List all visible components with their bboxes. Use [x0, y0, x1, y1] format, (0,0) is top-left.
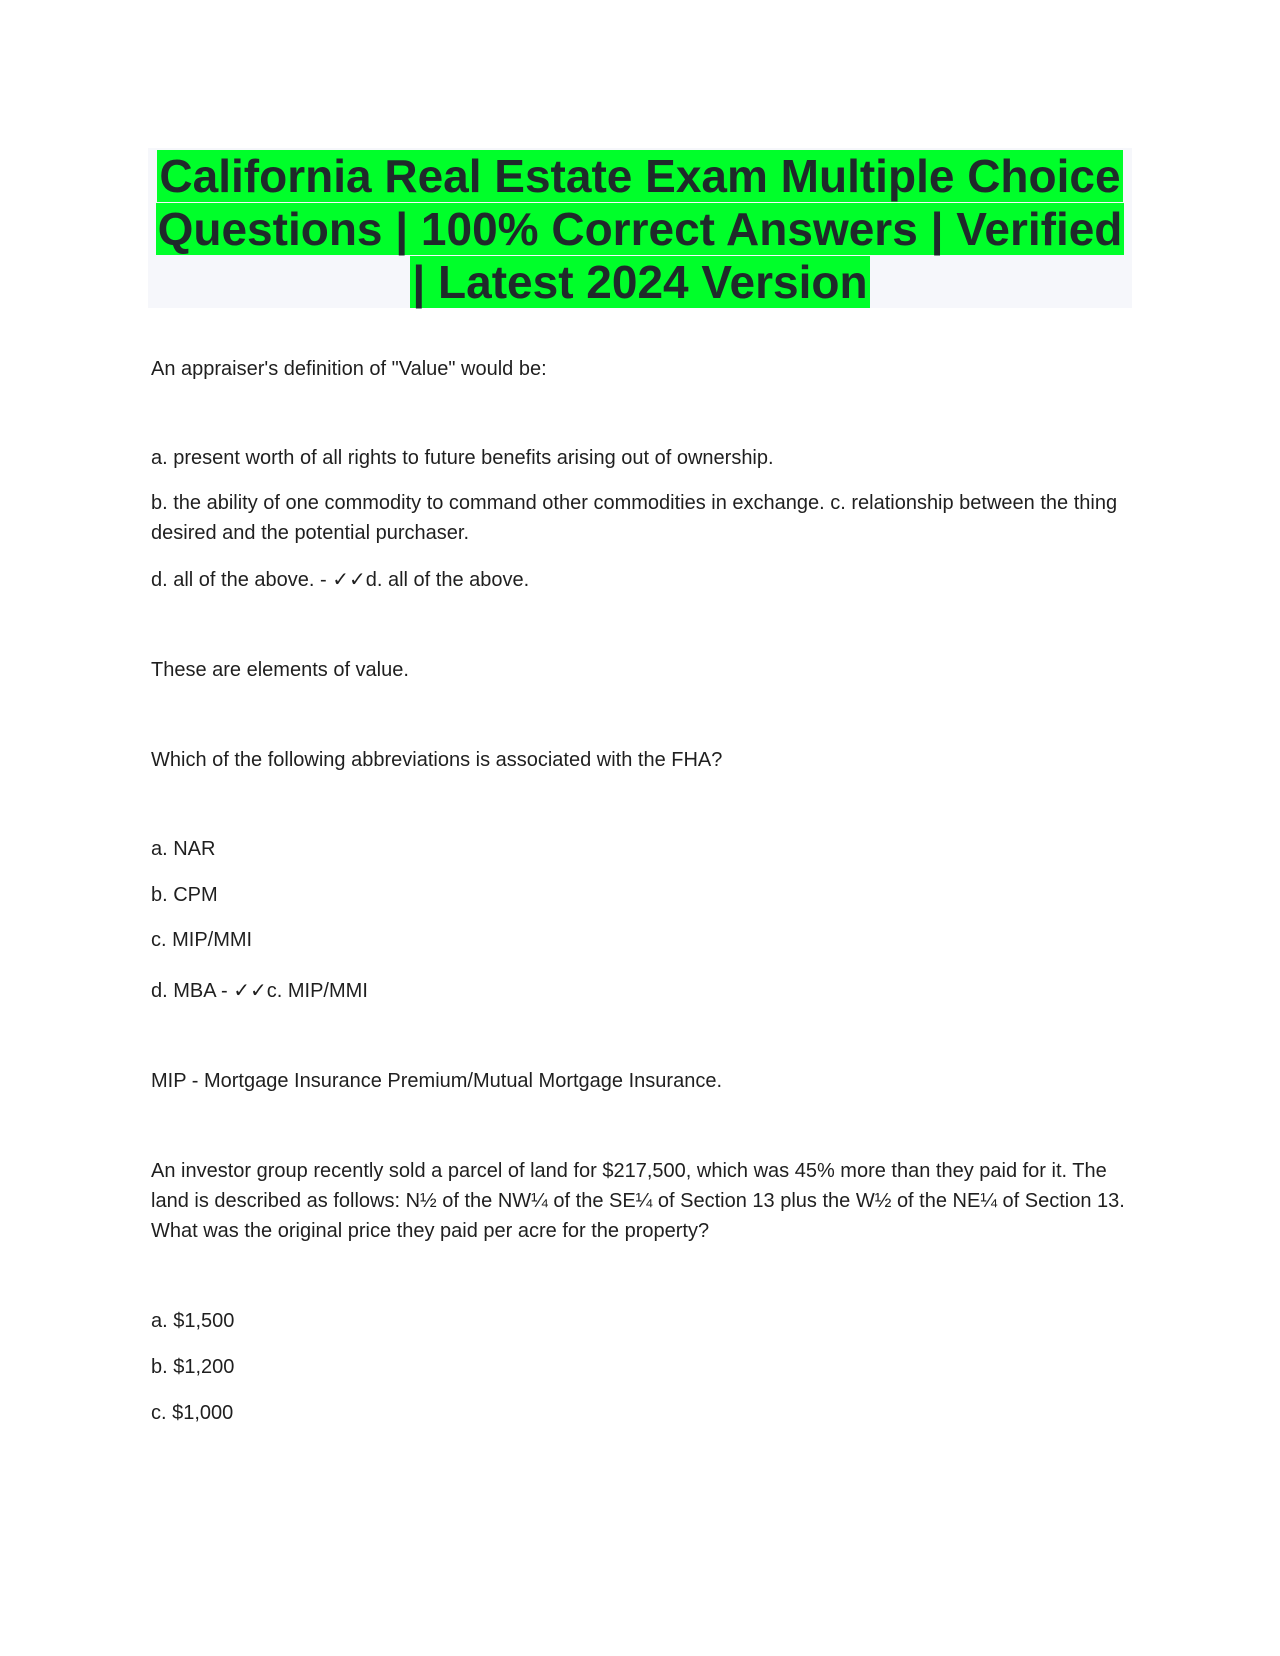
- question-1-explanation: These are elements of value.: [151, 659, 409, 681]
- question-content: [151, 354, 1131, 1428]
- question-3-option-a: a. $1,500: [151, 1310, 235, 1332]
- question-2-prompt: Which of the following abbreviations is associated with the FHA?: [151, 749, 723, 771]
- question-1-option-d: [151, 564, 1131, 595]
- question-1-answer: d. all of the above.: [365, 569, 530, 591]
- question-3-option-c: c. $1,000: [151, 1402, 234, 1424]
- question-2-option-d-text: d. MBA -: [151, 980, 234, 1002]
- title-block: [148, 148, 1132, 308]
- double-check-icon: ✓✓: [332, 567, 366, 591]
- question-1-prompt: An appraiser's definition of "Value" would be:: [151, 358, 547, 380]
- question-1-option-a: a. present worth of all rights to future benefits arising out of ownership.: [151, 447, 774, 469]
- question-2-explanation: MIP - Mortgage Insurance Premium/Mutual Mortgage Insurance.: [151, 1070, 722, 1092]
- question-2-option-a: a. NAR: [151, 838, 216, 860]
- question-2-option-c: c. MIP/MMI: [151, 929, 253, 951]
- double-check-icon: ✓✓: [233, 978, 267, 1002]
- question-1-option-d-text: d. all of the above. -: [151, 569, 333, 591]
- question-3-prompt: An investor group recently sold a parcel of land for $217,500, which was 45% more than they paid for it. The land is described as follows: N½ of the NW¼ of the SE¼ of Section 13 plus the W½ of the NE¼ of Section 13. What was the original price they paid per acre for the property?: [151, 1160, 1125, 1242]
- question-2-option-d: [151, 975, 1131, 1006]
- question-1-option-bc: b. the ability of one commodity to command other commodities in exchange. c. relationship between the thing desired and the potential purchaser.: [151, 492, 1118, 544]
- document-title: California Real Estate Exam Multiple Choice Questions | 100% Correct Answers | Verified | Latest 2024 Version: [157, 150, 1123, 308]
- question-2-option-b: b. CPM: [151, 884, 218, 906]
- question-2-answer: c. MIP/MMI: [266, 980, 368, 1002]
- question-3-option-b: b. $1,200: [151, 1356, 235, 1378]
